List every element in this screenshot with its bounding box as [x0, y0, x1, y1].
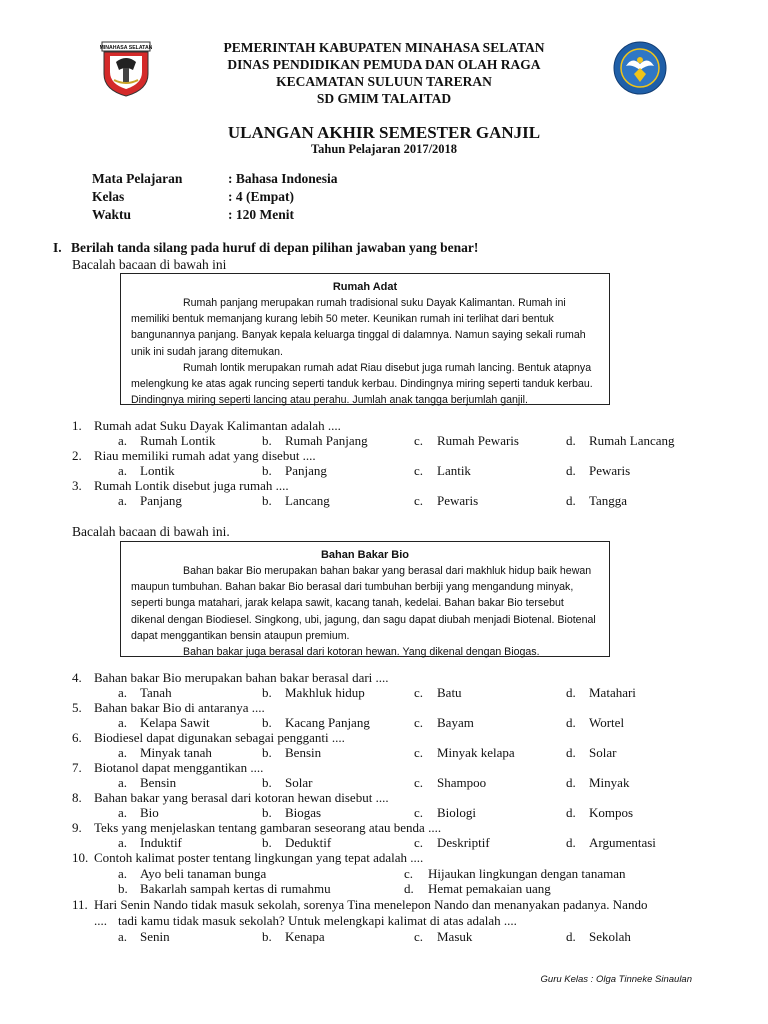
option-text: Bio: [140, 805, 159, 820]
option-text: Masuk: [437, 929, 473, 944]
option-text: Lontik: [140, 463, 175, 478]
option-text: Bakarlah sampah kertas di rumahmu: [140, 881, 331, 896]
option-text: Matahari: [589, 685, 636, 700]
header-line-school: SD GMIM TALAITAD: [316, 91, 452, 106]
question-11-options: a. Senin b. Kenapa c. Masuk d. Sekolah: [118, 929, 631, 944]
option-text: Solar: [285, 775, 313, 790]
option-text: Lantik: [437, 463, 471, 478]
option-text: Makhluk hidup: [285, 685, 365, 700]
teacher-footer: Guru Kelas : Olga Tinneke Sinaulan: [540, 974, 692, 985]
option-text: Solar: [589, 745, 617, 760]
option-text: Panjang: [140, 493, 182, 508]
question-3-options: a. Panjang b. Lancang c. Pewaris d. Tangga: [118, 493, 628, 508]
option-text: Deskriptif: [437, 835, 490, 850]
exam-year: Tahun Pelajaran 2017/2018: [310, 142, 458, 156]
exam-info: [92, 170, 338, 224]
option-text: Bayam: [437, 715, 474, 730]
option-text: Batu: [437, 685, 462, 700]
option-text: Kelapa Sawit: [140, 715, 210, 730]
option-text: Rumah Panjang: [285, 433, 368, 448]
reading2-paragraph: Bahan bakar Bio merupakan bahan bakar yang berasal dari makhluk hidup baik hewan maupun tumbuhan. Bahan bakar Bio berasal dari tumbuhan berbiji yang mengandung minyak, seperti bunga matahari, jarak kelapa sawit, kacang tanah, kedelai. Bahan bakar Bio tersebut dikenal dengan Biodiesel. Singkong, ubi, jagung, dan sagu dapat diubah menjadi Biotenal. Biotenal dapat menggantikan bensin ataupun premium.: [131, 565, 596, 642]
section-instruction-text: Berilah tanda silang pada huruf di depan pilihan jawaban yang benar!: [71, 240, 479, 255]
question-3: 3. Rumah Lontik disebut juga rumah ....: [72, 478, 289, 493]
option-text: Tanah: [140, 685, 172, 700]
option-text: Argumentasi: [589, 835, 656, 850]
option-text: Kacang Panjang: [285, 715, 370, 730]
option-text: Induktif: [140, 835, 182, 850]
question-6: 6. Biodiesel dapat digunakan sebagai pengganti ....: [72, 730, 345, 745]
question-10: 10. Contoh kalimat poster tentang lingkungan yang tepat adalah ....: [72, 850, 424, 865]
option-text: Minyak kelapa: [437, 745, 515, 760]
info-row-time: Waktu : 120 Menit: [92, 207, 294, 222]
option-text: Ayo beli tanaman bunga: [140, 866, 267, 881]
option-text: Rumah Lancang: [589, 433, 675, 448]
reading2-paragraph: Bahan bakar juga berasal dari kotoran hewan. Yang dikenal dengan Biogas.: [183, 646, 540, 659]
question-1: 1. Rumah adat Suku Dayak Kalimantan adalah ....: [72, 418, 341, 433]
option-text: Rumah Lontik: [140, 433, 216, 448]
question-4: 4. Bahan bakar Bio merupakan bahan bakar berasal dari ....: [72, 670, 389, 685]
question-6-options: a. Minyak tanah b. Bensin c. Minyak kelapa d. Solar: [118, 745, 617, 760]
header-line-government: PEMERINTAH KABUPATEN MINAHASA SELATAN: [223, 40, 545, 55]
info-row-class: Kelas : 4 (Empat): [92, 189, 294, 204]
option-text: Kompos: [589, 805, 634, 820]
question-7: 7. Biotanol dapat menggantikan ....: [72, 760, 264, 775]
option-text: Tangga: [589, 493, 628, 508]
question-10-options-row1: a. Ayo beli tanaman bunga c. Hijaukan lingkungan dengan tanaman: [118, 866, 626, 881]
reading2-intro: Bacalah bacaan di bawah ini.: [72, 524, 230, 539]
reading2-title: Bahan Bakar Bio: [320, 549, 410, 561]
option-text: Biogas: [285, 805, 322, 820]
question-5: 5. Bahan bakar Bio di antaranya ....: [72, 700, 265, 715]
question-8-options: a. Bio b. Biogas c. Biologi d. Kompos: [118, 805, 634, 820]
option-text: Pewaris: [589, 463, 631, 478]
regency-logo-text: MINAHASA SELATAN: [100, 45, 152, 51]
reading1-paragraph: Rumah lontik merupakan rumah adat Riau disebut juga rumah lancing. Bentuk atapnya melengkung ke atas agak runcing seperti tanduk kerbau. Dindingnya miring seperti tanduk kerbau. Dindingnya miring seperti lancing atau perahu. Jumlah anak tangga berjumlah ganjil.: [131, 361, 593, 407]
option-text: Minyak tanah: [140, 745, 212, 760]
header-line-district: KECAMATAN SULUUN TARERAN: [276, 74, 492, 89]
option-text: Hemat pemakaian uang: [428, 881, 551, 896]
option-text: Bensin: [285, 745, 322, 760]
question-4-options: a. Tanah b. Makhluk hidup c. Batu d. Matahari: [118, 685, 636, 700]
question-2-options: a. Lontik b. Panjang c. Lantik d. Pewaris: [118, 463, 631, 478]
option-text: Panjang: [285, 463, 327, 478]
option-text: Bensin: [140, 775, 177, 790]
option-text: Rumah Pewaris: [437, 433, 519, 448]
header-line-department: DINAS PENDIDIKAN PEMUDA DAN OLAH RAGA: [227, 57, 541, 72]
education-ministry-logo: [612, 40, 668, 96]
option-text: Biologi: [437, 805, 477, 820]
option-text: Sekolah: [589, 929, 631, 944]
question-5-options: a. Kelapa Sawit b. Kacang Panjang c. Bayam d. Wortel: [118, 715, 625, 730]
option-text: Minyak: [589, 775, 630, 790]
option-text: Wortel: [589, 715, 625, 730]
question-11-line2: .... tadi kamu tidak masuk sekolah? Untuk melengkapi kalimat di atas adalah ....: [94, 913, 517, 928]
option-text: Senin: [140, 929, 170, 944]
question-7-options: a. Bensin b. Solar c. Shampoo d. Minyak: [118, 775, 630, 790]
option-text: Deduktif: [285, 835, 332, 850]
reading1-paragraph: Rumah panjang merupakan rumah tradisional suku Dayak Kalimantan. Rumah ini memiliki bentuk memanjang kurang lebih 50 meter. Keunikan rumah ini terlihat dari bentuk bangunannya panjang. Banyak kepala keluarga tinggal di dalamnya. Namun saying sekali rumah unik ini sudah jarang ditemukan.: [131, 297, 586, 358]
exam-title: ULANGAN AKHIR SEMESTER GANJIL: [227, 123, 541, 142]
reading1-box: [120, 273, 610, 405]
option-text: Lancang: [285, 493, 330, 508]
question-10-options-row2: b. Bakarlah sampah kertas di rumahmu d. Hemat pemakaian uang: [118, 881, 551, 896]
regency-logo: [100, 40, 152, 98]
section-instruction: [53, 240, 478, 256]
reading1-title: Rumah Adat: [332, 281, 398, 293]
option-text: Hijaukan lingkungan dengan tanaman: [428, 866, 626, 881]
question-8: 8. Bahan bakar yang berasal dari kotoran hewan disebut ....: [72, 790, 389, 805]
question-9-options: a. Induktif b. Deduktif c. Deskriptif d. Argumentasi: [118, 835, 656, 850]
option-text: Kenapa: [285, 929, 325, 944]
question-9: 9. Teks yang menjelaskan tentang gambaran seseorang atau benda ....: [72, 820, 442, 835]
question-11: 11. Hari Senin Nando tidak masuk sekolah, sorenya Tina menelepon Nando dan menanyakan padanya. Nando: [72, 897, 648, 912]
question-1-options: a. Rumah Lontik b. Rumah Panjang c. Rumah Pewaris d. Rumah Lancang: [118, 433, 675, 448]
reading1-intro: Bacalah bacaan di bawah ini: [72, 257, 227, 272]
option-text: Shampoo: [437, 775, 487, 790]
reading2-box: [120, 541, 610, 657]
section-number: I.: [53, 240, 62, 255]
option-text: Pewaris: [437, 493, 479, 508]
info-row-subject: Mata Pelajaran : Bahasa Indonesia: [92, 171, 338, 186]
question-2: 2. Riau memiliki rumah adat yang disebut ....: [72, 448, 316, 463]
